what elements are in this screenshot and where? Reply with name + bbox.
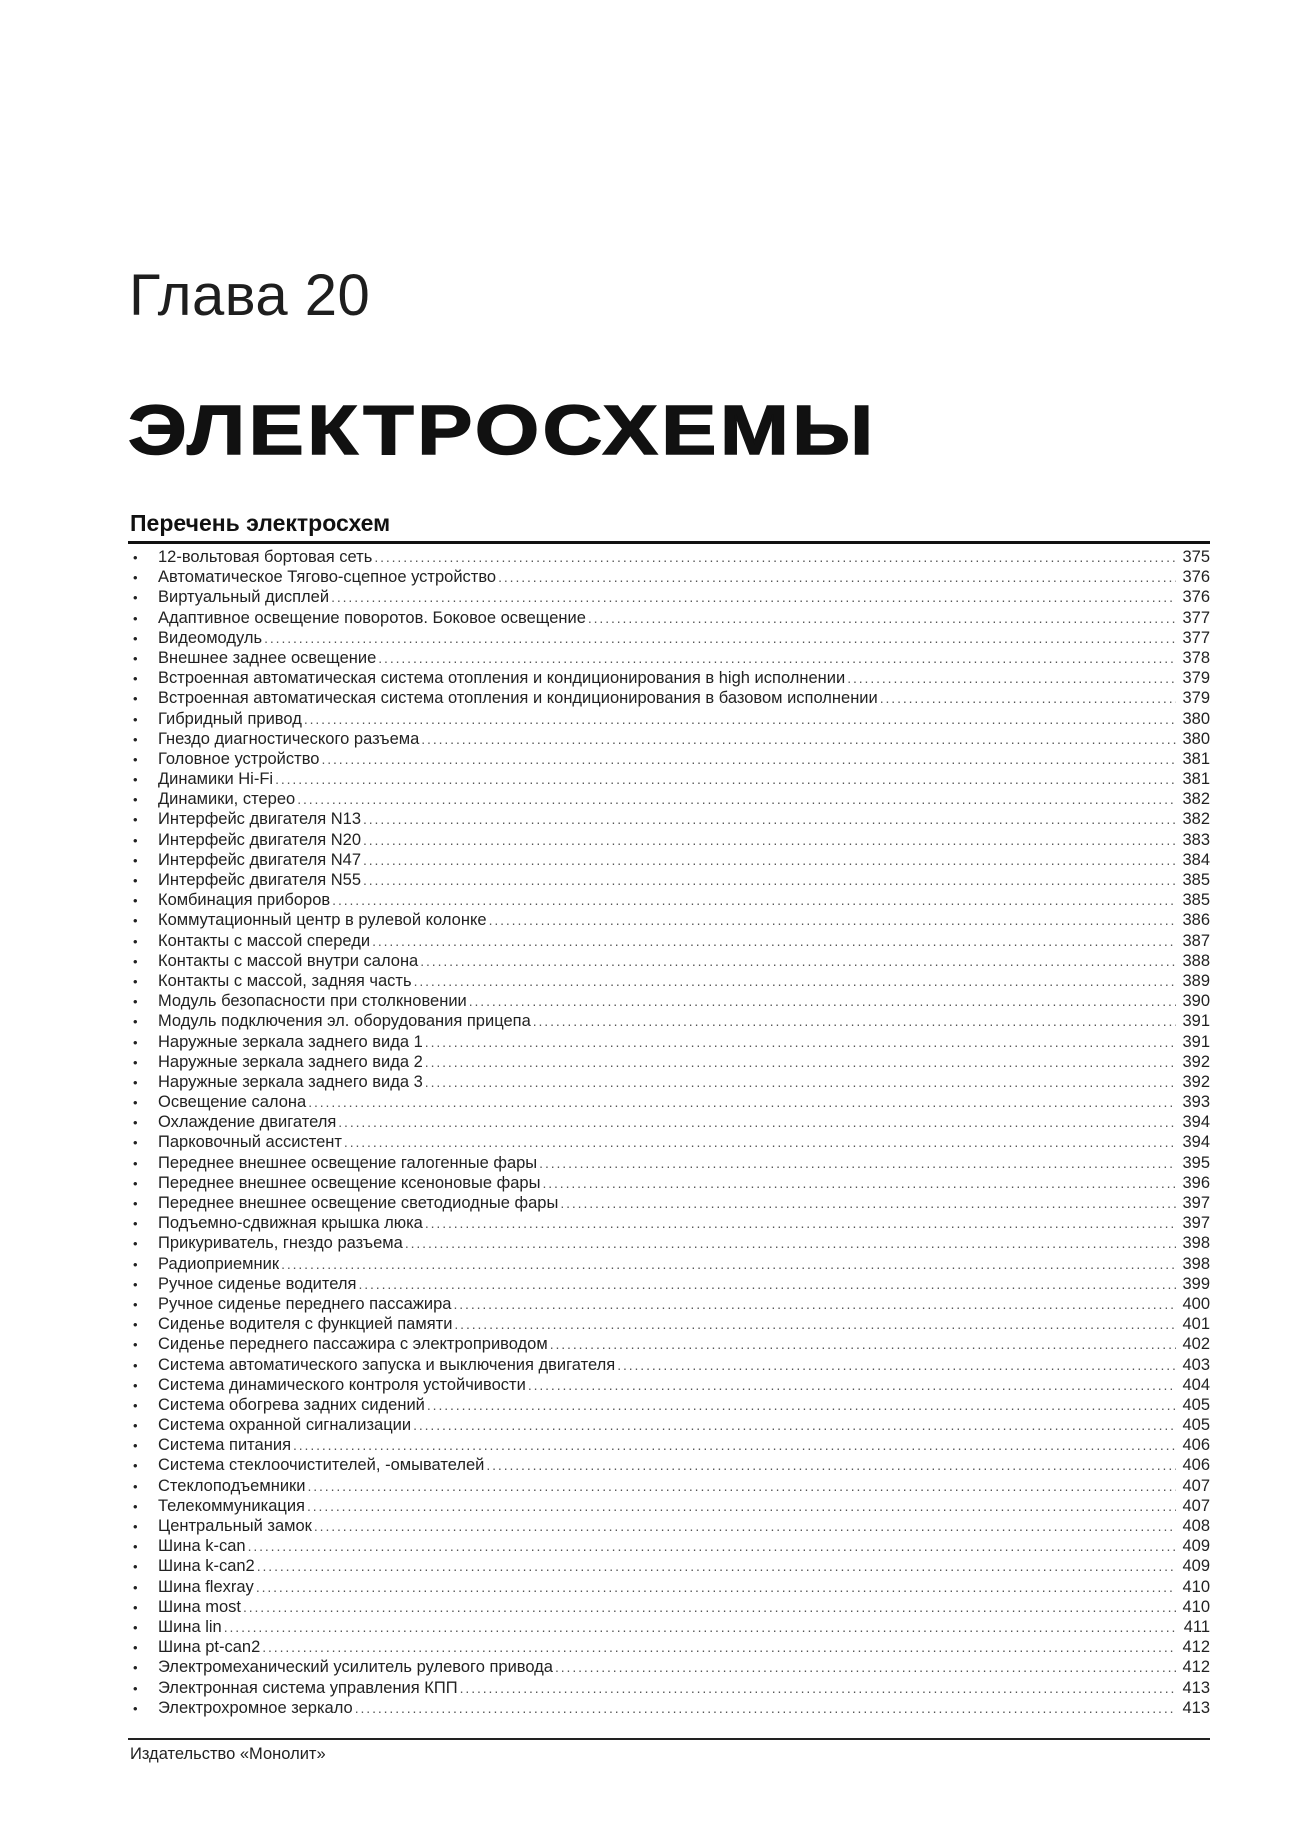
toc-entry: [128, 1173, 1210, 1193]
dot-leader: [489, 910, 1176, 930]
bullet-icon: •: [133, 1660, 138, 1676]
dot-leader: [248, 1536, 1176, 1556]
dot-leader: [332, 890, 1176, 910]
toc-entry-page: 389: [1182, 971, 1210, 990]
dot-leader: [256, 1577, 1176, 1597]
toc-entry: [128, 809, 1210, 829]
dot-leader: [275, 769, 1176, 789]
toc-entry: [128, 1355, 1210, 1375]
bullet-icon: •: [133, 1559, 138, 1575]
dot-leader: [414, 971, 1176, 991]
toc-entry: [128, 1516, 1210, 1536]
toc-entry-page: 410: [1182, 1577, 1210, 1596]
toc-entry-label: Динамики Hi-Fi: [158, 770, 274, 789]
toc-entry-label: Электронная система управления КПП: [158, 1678, 458, 1697]
toc-entry-label: Сиденье водителя с функцией памяти: [158, 1315, 453, 1334]
dot-leader: [378, 648, 1176, 668]
dot-leader: [533, 1011, 1176, 1031]
toc-list: [128, 547, 1210, 1718]
toc-entry: [128, 1011, 1210, 1031]
toc-entry: [128, 1637, 1210, 1657]
toc-entry-label: Шина pt-can2: [158, 1638, 261, 1657]
toc-entry: [128, 850, 1210, 870]
dot-leader: [413, 1415, 1176, 1435]
toc-entry: [128, 789, 1210, 809]
toc-entry-label: Встроенная автоматическая система отопления и кондиционирования в базовом исполнении: [158, 689, 878, 708]
toc-entry-label: Ручное сиденье водителя: [158, 1274, 357, 1293]
bullet-icon: •: [133, 1337, 138, 1353]
toc-entry-page: 379: [1182, 689, 1210, 708]
dot-leader: [363, 809, 1176, 829]
bullet-icon: •: [133, 691, 138, 707]
toc-entry-page: 375: [1182, 548, 1210, 566]
toc-entry-label: Автоматическое Тягово-сцепное устройство: [158, 568, 497, 587]
dot-leader: [588, 608, 1176, 628]
dot-leader: [528, 1375, 1176, 1395]
toc-entry-label: Система питания: [158, 1436, 291, 1455]
toc-entry-page: 395: [1182, 1153, 1210, 1172]
toc-entry: [128, 1334, 1210, 1354]
toc-entry-page: 383: [1182, 830, 1210, 849]
toc-entry: [128, 1112, 1210, 1132]
toc-entry-label: Интерфейс двигателя N55: [158, 871, 361, 889]
toc-entry: [128, 587, 1210, 607]
bullet-icon: •: [133, 933, 138, 949]
toc-entry-page: 385: [1182, 871, 1210, 889]
toc-entry-label: Наружные зеркала заднего вида 2: [158, 1052, 423, 1071]
toc-entry-label: Освещение салона: [158, 1093, 307, 1112]
dot-leader: [880, 688, 1176, 708]
toc-entry: [128, 1435, 1210, 1455]
bullet-icon: •: [133, 1519, 138, 1534]
toc-entry-page: 392: [1182, 1072, 1210, 1091]
toc-entry-label: Наружные зеркала заднего вида 1: [158, 1032, 423, 1051]
dot-leader: [453, 1294, 1176, 1314]
toc-entry-page: 412: [1182, 1658, 1210, 1677]
bullet-icon: •: [133, 1276, 138, 1292]
toc-entry-label: Шина k-can2: [158, 1557, 255, 1576]
toc-entry-label: Охлаждение двигателя: [158, 1113, 337, 1132]
toc-entry-page: 397: [1182, 1214, 1210, 1233]
bullet-icon: •: [133, 1054, 138, 1070]
dot-leader: [344, 1132, 1176, 1152]
toc-entry-page: 404: [1182, 1375, 1210, 1394]
toc-entry-page: 381: [1182, 749, 1210, 768]
toc-entry: [128, 749, 1210, 769]
dot-leader: [358, 1274, 1176, 1294]
bullet-icon: •: [133, 832, 138, 848]
toc-entry: [128, 1455, 1210, 1475]
toc-entry-page: 406: [1182, 1436, 1210, 1455]
toc-entry: [128, 1577, 1210, 1597]
toc-entry-label: Центральный замок: [158, 1517, 312, 1535]
toc-entry: [128, 1193, 1210, 1213]
dot-leader: [243, 1597, 1176, 1617]
toc-entry-label: Система стеклоочистителей, -омывателей: [158, 1456, 485, 1475]
bullet-icon: •: [133, 1014, 138, 1030]
chapter-label: Глава 20: [129, 263, 371, 328]
page-title: ЭЛЕКТРОСХЕМЫ: [128, 391, 877, 469]
dot-leader: [427, 1395, 1176, 1415]
toc-entry-label: Модуль подключения эл. оборудования прицепа: [158, 1012, 531, 1031]
toc-entry-label: Интерфейс двигателя N13: [158, 810, 361, 829]
bullet-icon: •: [133, 1458, 138, 1474]
bullet-icon: •: [133, 792, 138, 808]
toc-entry-label: Парковочный ассистент: [158, 1133, 342, 1152]
toc-entry-page: 396: [1182, 1173, 1210, 1192]
bullet-icon: •: [133, 1095, 138, 1111]
toc-entry: [128, 890, 1210, 910]
bullet-icon: •: [133, 1599, 138, 1615]
bullet-icon: •: [133, 731, 138, 747]
bullet-icon: •: [133, 812, 138, 828]
bullet-icon: •: [133, 1236, 138, 1252]
bullet-icon: •: [133, 1357, 138, 1373]
toc-entry: [128, 567, 1210, 587]
toc-entry-page: 385: [1182, 891, 1210, 910]
toc-entry-label: Комбинация приборов: [158, 891, 331, 910]
bullet-icon: •: [133, 1700, 138, 1716]
toc-entry-page: 411: [1183, 1617, 1210, 1636]
toc-entry-label: Переднее внешнее освещение галогенные фары: [158, 1153, 538, 1172]
bullet-icon: •: [133, 1135, 138, 1151]
dot-leader: [469, 991, 1176, 1011]
dot-leader: [454, 1314, 1176, 1334]
dot-leader: [307, 1476, 1176, 1496]
toc-entry: [128, 1375, 1210, 1395]
toc-entry: [128, 1496, 1210, 1516]
toc-entry-page: 394: [1182, 1133, 1210, 1152]
toc-entry-page: 403: [1182, 1355, 1210, 1374]
toc-entry: [128, 1556, 1210, 1576]
toc-entry-page: 376: [1182, 568, 1210, 587]
toc-entry-page: 405: [1182, 1416, 1210, 1435]
bullet-icon: •: [133, 893, 138, 909]
toc-entry-label: Шина k-can: [158, 1537, 246, 1556]
toc-entry-label: Виртуальный дисплей: [158, 588, 330, 607]
toc-entry-label: Шина most: [158, 1597, 241, 1616]
bullet-icon: •: [133, 650, 138, 666]
toc-entry: [128, 668, 1210, 688]
footer-divider: [128, 1738, 1210, 1740]
toc-entry: [128, 1657, 1210, 1677]
toc-entry-page: 410: [1182, 1597, 1210, 1616]
toc-entry-label: Динамики, стерео: [158, 790, 296, 809]
toc-entry: [128, 1395, 1210, 1415]
toc-entry: [128, 1254, 1210, 1274]
toc-entry-label: Телекоммуникация: [158, 1496, 305, 1515]
toc-entry-page: 378: [1182, 648, 1210, 667]
dot-leader: [314, 1516, 1176, 1536]
toc-entry-page: 397: [1182, 1194, 1210, 1212]
bullet-icon: •: [133, 671, 138, 687]
dot-leader: [486, 1455, 1176, 1475]
toc-entry: [128, 688, 1210, 708]
toc-entry: [128, 1415, 1210, 1435]
bullet-icon: •: [133, 1074, 138, 1090]
bullet-icon: •: [133, 1397, 138, 1413]
toc-entry-page: 381: [1182, 770, 1210, 789]
dot-leader: [338, 1112, 1176, 1132]
toc-entry: [128, 628, 1210, 648]
dot-leader: [331, 587, 1176, 607]
toc-entry-page: 405: [1182, 1395, 1210, 1414]
toc-heading: Перечень электросхем: [130, 510, 391, 536]
toc-entry: [128, 1536, 1210, 1556]
bullet-icon: •: [133, 953, 138, 969]
dot-leader: [405, 1233, 1176, 1253]
bullet-icon: •: [133, 1196, 138, 1211]
toc-entry: [128, 931, 1210, 951]
toc-entry-page: 413: [1182, 1678, 1210, 1697]
toc-entry: [128, 1597, 1210, 1617]
dot-leader: [363, 830, 1176, 850]
bullet-icon: •: [133, 1034, 138, 1050]
toc-entry-label: Система обогрева задних сидений: [158, 1395, 425, 1414]
toc-entry-label: Шина flexray: [158, 1577, 254, 1596]
toc-entry: [128, 547, 1210, 567]
toc-entry: [128, 1233, 1210, 1253]
toc-entry-label: Внешнее заднее освещение: [158, 648, 377, 667]
toc-entry-page: 386: [1182, 911, 1210, 930]
bullet-icon: •: [133, 1579, 138, 1595]
toc-entry-label: Гибридный привод: [158, 709, 302, 728]
bullet-icon: •: [133, 973, 138, 989]
dot-leader: [374, 547, 1176, 567]
bullet-icon: •: [133, 1115, 138, 1131]
toc-entry-page: 413: [1182, 1698, 1210, 1717]
toc-entry-label: Электрохромное зеркало: [158, 1698, 353, 1717]
toc-entry-page: 382: [1182, 810, 1210, 829]
dot-leader: [281, 1254, 1176, 1274]
bullet-icon: •: [133, 873, 138, 888]
toc-entry-page: 400: [1182, 1294, 1210, 1313]
toc-entry-page: 391: [1182, 1012, 1210, 1031]
toc-entry-page: 399: [1182, 1274, 1210, 1293]
dot-leader: [425, 1052, 1176, 1072]
toc-entry-page: 387: [1182, 931, 1210, 950]
dot-leader: [539, 1153, 1176, 1173]
bullet-icon: •: [133, 570, 138, 586]
dot-leader: [304, 709, 1176, 729]
toc-entry-page: 401: [1182, 1315, 1210, 1334]
toc-entry: [128, 1678, 1210, 1698]
toc-entry: [128, 608, 1210, 628]
dot-leader: [355, 1698, 1176, 1718]
toc-entry-page: 380: [1182, 709, 1210, 728]
bullet-icon: •: [133, 1155, 138, 1171]
toc-entry: [128, 910, 1210, 930]
toc-entry-page: 398: [1182, 1234, 1210, 1253]
toc-entry-label: Система охранной сигнализации: [158, 1416, 412, 1435]
bullet-icon: •: [133, 751, 138, 767]
toc-entry: [128, 870, 1210, 890]
toc-entry-page: 407: [1182, 1496, 1210, 1515]
toc-entry: [128, 769, 1210, 789]
bullet-icon: •: [133, 913, 138, 929]
toc-entry-label: Головное устройство: [158, 749, 320, 768]
dot-leader: [460, 1678, 1176, 1698]
toc-entry: [128, 1314, 1210, 1334]
toc-entry-page: 407: [1182, 1476, 1210, 1495]
bullet-icon: •: [133, 610, 138, 626]
toc-entry: [128, 1698, 1210, 1718]
bullet-icon: •: [133, 1478, 138, 1494]
dot-leader: [847, 668, 1176, 688]
toc-entry-page: 394: [1182, 1113, 1210, 1132]
toc-entry-page: 409: [1182, 1557, 1210, 1576]
toc-entry-label: Ручное сиденье переднего пассажира: [158, 1294, 452, 1313]
toc-entry-page: 377: [1182, 608, 1210, 627]
dot-leader: [421, 729, 1176, 749]
bullet-icon: •: [133, 590, 138, 606]
toc-entry-label: 12-вольтовая бортовая сеть: [158, 548, 373, 566]
toc-entry: [128, 1153, 1210, 1173]
toc-entry: [128, 1294, 1210, 1314]
toc-entry-label: Система динамического контроля устойчивости: [158, 1375, 526, 1394]
toc-entry-page: 384: [1182, 850, 1210, 869]
bullet-icon: •: [133, 1539, 138, 1555]
toc-entry-page: 391: [1182, 1032, 1210, 1051]
toc-entry-label: Модуль безопасности при столкновении: [158, 992, 467, 1011]
toc-entry-label: Видеомодуль: [158, 628, 263, 647]
toc-entry: [128, 709, 1210, 729]
bullet-icon: •: [133, 994, 138, 1010]
publisher-footer: Издательство «Монолит»: [130, 1745, 326, 1763]
bullet-icon: •: [133, 1296, 138, 1312]
toc-entry-page: 388: [1182, 951, 1210, 970]
toc-entry-label: Стеклоподъемники: [158, 1476, 306, 1495]
toc-entry-label: Интерфейс двигателя N47: [158, 850, 361, 869]
dot-leader: [555, 1657, 1176, 1677]
bullet-icon: •: [133, 1498, 138, 1514]
toc-entry: [128, 1617, 1210, 1637]
toc-entry: [128, 1213, 1210, 1233]
dot-leader: [425, 1032, 1176, 1052]
dot-leader: [224, 1617, 1176, 1637]
toc-entry-label: Система автоматического запуска и выключения двигателя: [158, 1355, 616, 1374]
bullet-icon: •: [133, 1216, 138, 1232]
bullet-icon: •: [133, 1377, 138, 1393]
toc-entry-page: 393: [1182, 1093, 1210, 1112]
bullet-icon: •: [133, 550, 138, 565]
toc-entry-page: 409: [1182, 1537, 1210, 1556]
toc-entry-label: Адаптивное освещение поворотов. Боковое освещение: [158, 608, 586, 627]
dot-leader: [560, 1193, 1176, 1213]
toc-entry-label: Переднее внешнее освещение ксеноновые фары: [158, 1173, 541, 1192]
bullet-icon: •: [133, 1640, 138, 1656]
toc-entry-page: 412: [1182, 1638, 1210, 1657]
dot-leader: [257, 1556, 1176, 1576]
dot-leader: [542, 1173, 1176, 1193]
bullet-icon: •: [133, 1680, 138, 1696]
toc-entry: [128, 729, 1210, 749]
bullet-icon: •: [133, 630, 138, 646]
toc-entry-page: 376: [1182, 588, 1210, 607]
toc-entry-label: Контакты с массой внутри салона: [158, 951, 419, 970]
toc-entry-page: 377: [1182, 628, 1210, 647]
toc-entry-label: Электромеханический усилитель рулевого привода: [158, 1658, 553, 1677]
toc-entry-label: Сиденье переднего пассажира с электроприводом: [158, 1335, 548, 1354]
toc-entry-page: 408: [1182, 1517, 1210, 1535]
toc-entry: [128, 1072, 1210, 1092]
toc-entry-label: Контакты с массой, задняя часть: [158, 971, 412, 990]
dot-leader: [617, 1355, 1176, 1375]
toc-entry: [128, 991, 1210, 1011]
toc-entry-page: 402: [1182, 1335, 1210, 1354]
dot-leader: [307, 1496, 1176, 1516]
toc-entry-label: Наружные зеркала заднего вида 3: [158, 1072, 423, 1091]
dot-leader: [498, 567, 1176, 587]
dot-leader: [262, 1637, 1176, 1657]
toc-entry-label: Радиоприемник: [158, 1254, 280, 1273]
dot-leader: [297, 789, 1176, 809]
dot-leader: [420, 951, 1176, 971]
toc-entry-label: Коммутационный центр в рулевой колонке: [158, 911, 487, 930]
dot-leader: [308, 1092, 1176, 1112]
toc-entry: [128, 1274, 1210, 1294]
dot-leader: [321, 749, 1176, 769]
toc-entry-label: Прикуриватель, гнездо разъема: [158, 1234, 403, 1253]
dot-leader: [425, 1213, 1176, 1233]
bullet-icon: •: [133, 852, 138, 868]
bullet-icon: •: [133, 772, 138, 788]
toc-entry-label: Гнездо диагностического разъема: [158, 729, 420, 748]
toc-entry-page: 390: [1182, 992, 1210, 1011]
toc-entry-label: Контакты с массой спереди: [158, 931, 371, 950]
dot-leader: [425, 1072, 1176, 1092]
dot-leader: [363, 870, 1176, 890]
bullet-icon: •: [133, 1175, 138, 1191]
toc-entry: [128, 1132, 1210, 1152]
toc-entry: [128, 1032, 1210, 1052]
toc-entry-page: 392: [1182, 1052, 1210, 1071]
toc-entry-page: 406: [1182, 1456, 1210, 1475]
toc-entry: [128, 1052, 1210, 1072]
toc-entry-label: Интерфейс двигателя N20: [158, 830, 361, 849]
toc-entry-page: 380: [1182, 729, 1210, 748]
toc-entry-page: 379: [1182, 669, 1210, 688]
heading-divider: [128, 541, 1210, 544]
toc-entry: [128, 1476, 1210, 1496]
toc-entry-label: Встроенная автоматическая система отопления и кондиционирования в high исполнении: [158, 669, 846, 688]
bullet-icon: •: [133, 1619, 138, 1635]
toc-entry-page: 382: [1182, 790, 1210, 809]
dot-leader: [293, 1435, 1176, 1455]
bullet-icon: •: [133, 1256, 138, 1272]
toc-entry-label: Подъемно-сдвижная крышка люка: [158, 1214, 423, 1233]
dot-leader: [264, 628, 1176, 648]
toc-entry: [128, 830, 1210, 850]
dot-leader: [372, 931, 1176, 951]
dot-leader: [363, 850, 1176, 870]
bullet-icon: •: [133, 1438, 138, 1454]
toc-entry-page: 398: [1182, 1254, 1210, 1273]
toc-entry: [128, 648, 1210, 668]
bullet-icon: •: [133, 711, 138, 727]
toc-entry: [128, 1092, 1210, 1112]
bullet-icon: •: [133, 1317, 138, 1333]
toc-entry: [128, 951, 1210, 971]
toc-entry: [128, 971, 1210, 991]
bullet-icon: •: [133, 1418, 138, 1434]
toc-entry-label: Переднее внешнее освещение светодиодные фары: [158, 1194, 559, 1212]
dot-leader: [550, 1334, 1176, 1354]
toc-entry-label: Шина lin: [158, 1617, 222, 1636]
